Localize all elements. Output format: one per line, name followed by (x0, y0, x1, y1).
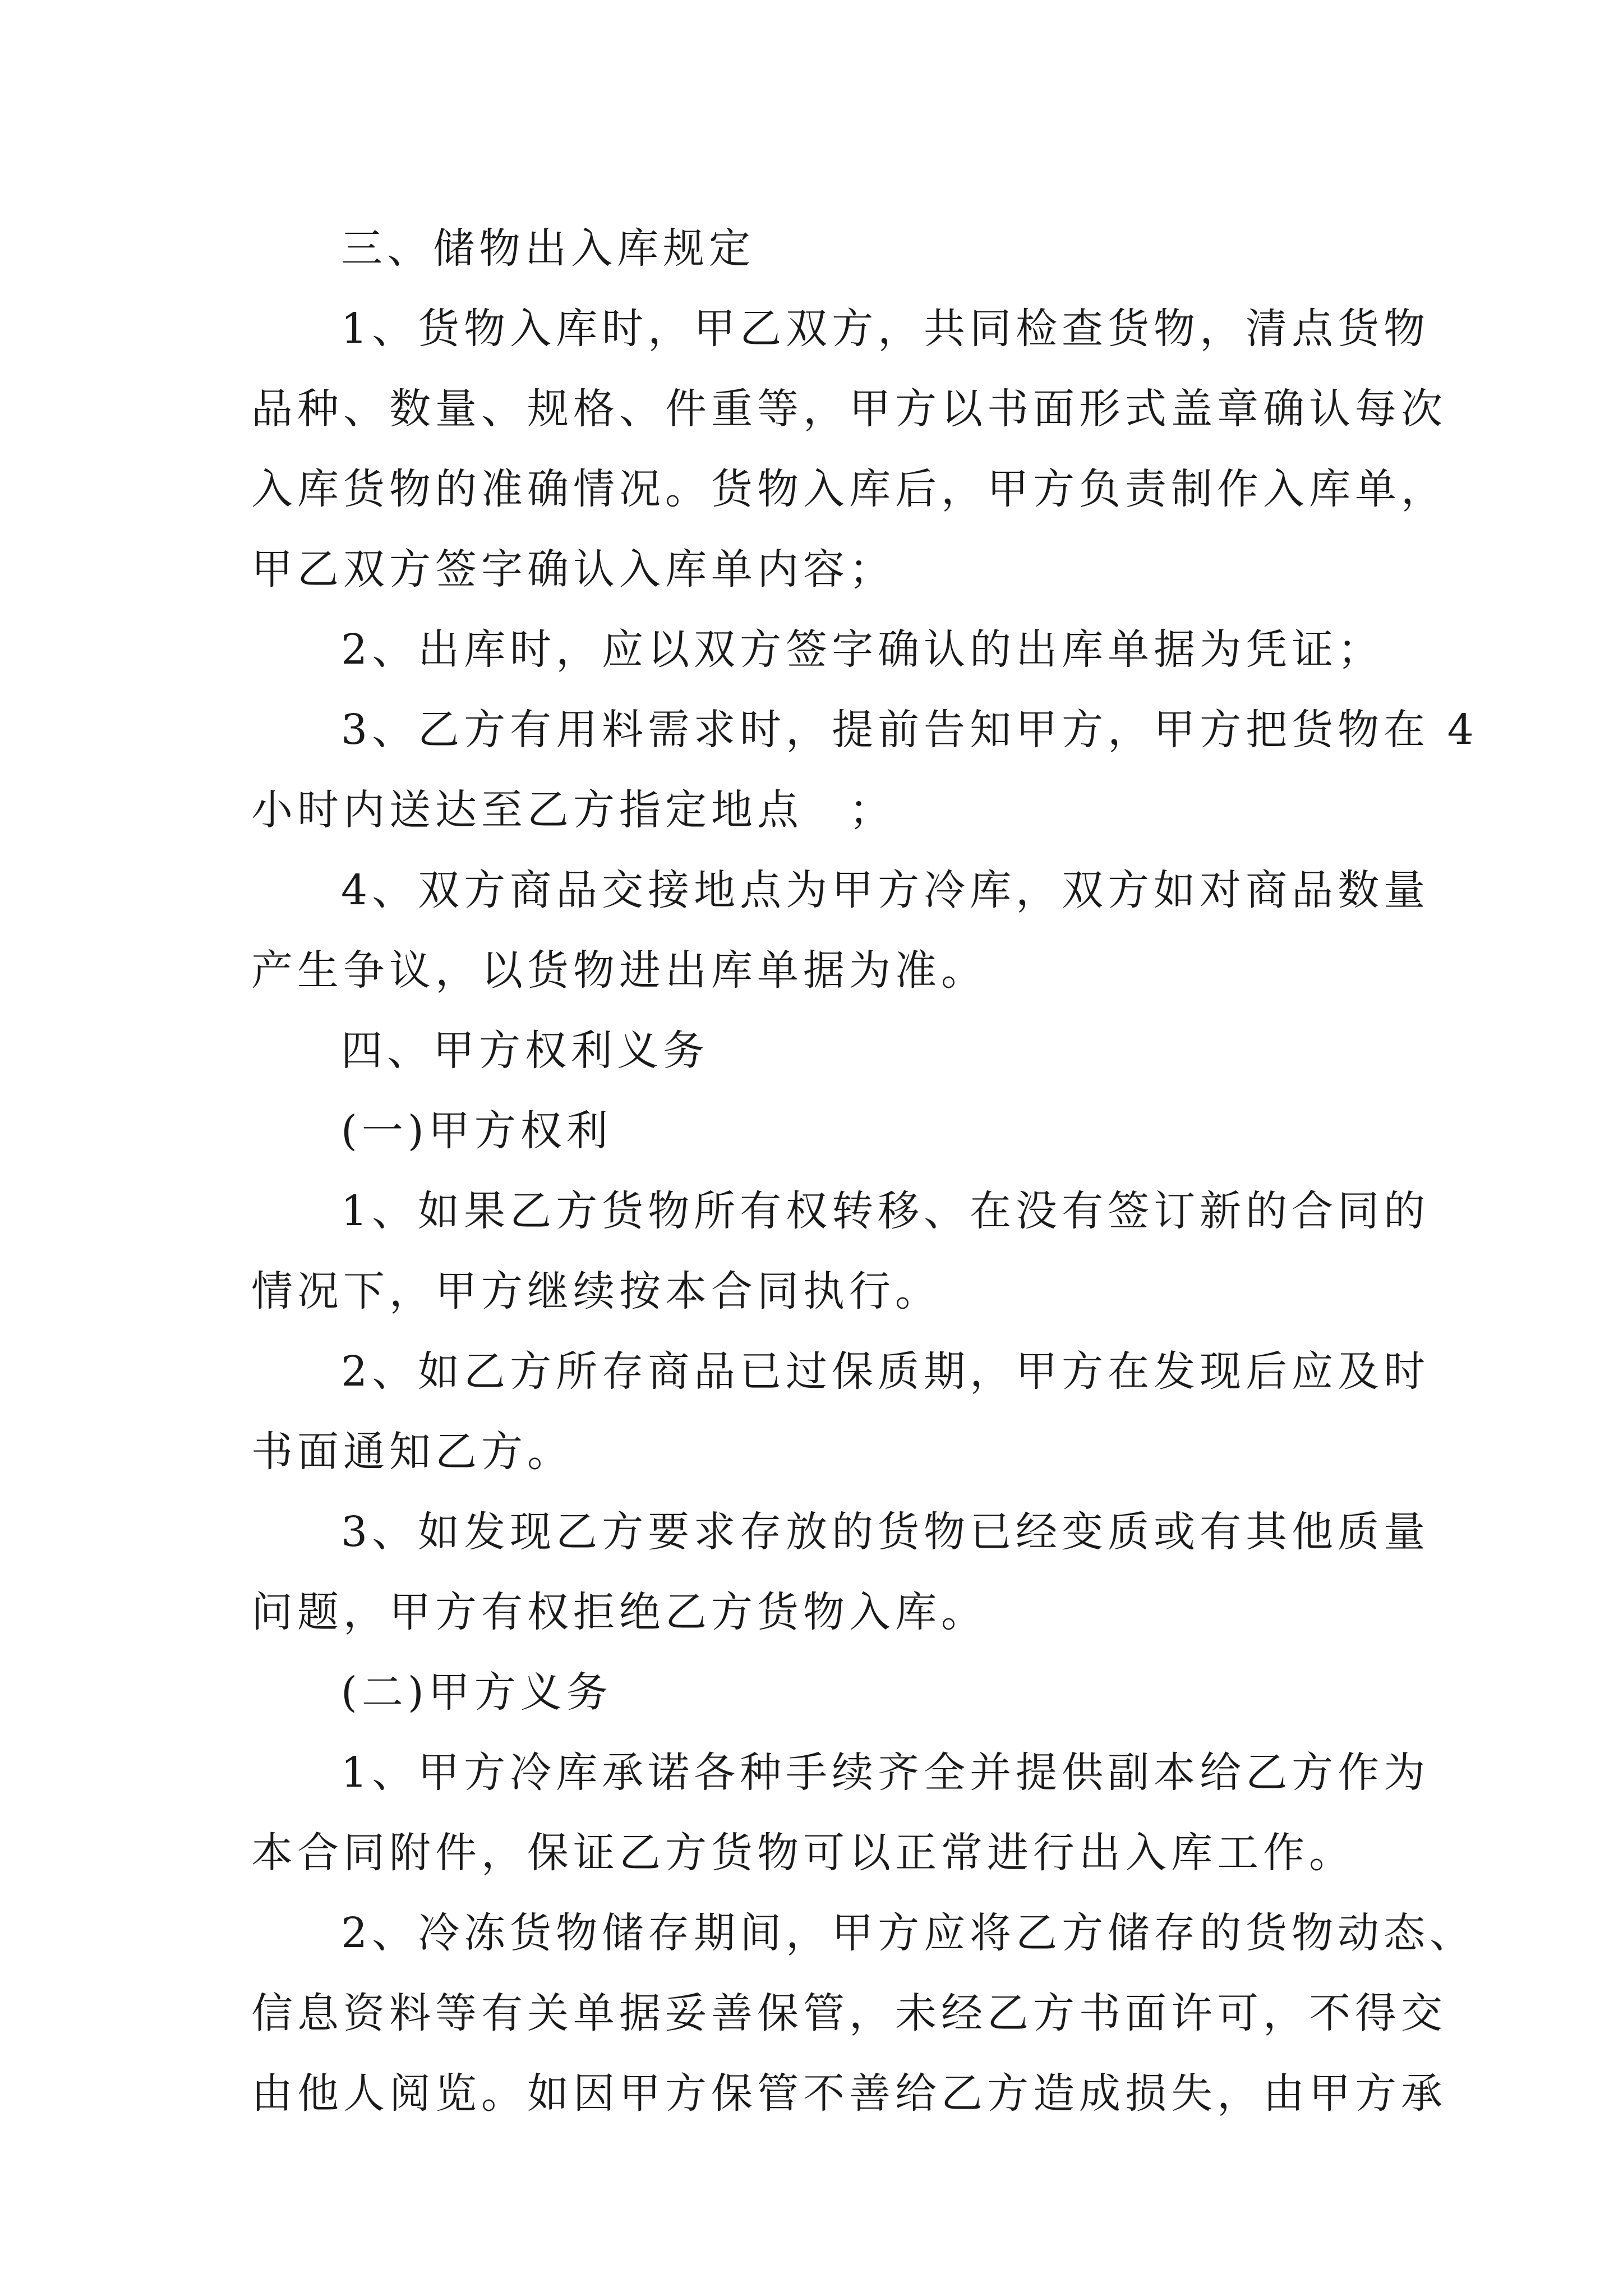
paragraph-line: 1、甲方冷库承诺各种手续齐全并提供副本给乙方作为 (341, 1749, 1430, 1797)
paragraph-line: 由他人阅览。如因甲方保管不善给乙方造成损失，由甲方承 (251, 2069, 1447, 2118)
paragraph-line: 品种、数量、规格、件重等，甲方以书面形式盖章确认每次 (251, 385, 1447, 433)
paragraph-line: 信息资料等有关单据妥善保管，未经乙方书面许可，不得交 (251, 1989, 1447, 2037)
paragraph-line: 3、乙方有用料需求时，提前告知甲方，甲方把货物在 4 (341, 706, 1478, 754)
paragraph-line: 2、如乙方所存商品已过保质期，甲方在发现后应及时 (341, 1347, 1430, 1396)
document-body (251, 209, 1478, 2134)
subsection-heading: (一)甲方权利 (341, 1107, 612, 1155)
paragraph-line: 入库货物的准确情况。货物入库后，甲方负责制作入库单， (251, 465, 1447, 513)
paragraph-line: 2、冷冻货物储存期间，甲方应将乙方储存的货物动态、 (341, 1909, 1476, 1957)
paragraph-line: 4、双方商品交接地点为甲方冷库，双方如对商品数量 (341, 866, 1430, 914)
paragraph-line: 1、如果乙方货物所有权转移、在没有签订新的合同的 (341, 1187, 1430, 1235)
paragraph-line: 本合同附件，保证乙方货物可以正常进行出入库工作。 (251, 1829, 1355, 1877)
paragraph-line: 小时内送达至乙方指定地点 ； (251, 786, 895, 834)
subsection-heading: (二)甲方义务 (341, 1668, 612, 1717)
paragraph-line: 产生争议，以货物进出库单据为准。 (251, 946, 987, 995)
paragraph-line: 2、出库时，应以双方签字确认的出库单据为凭证； (341, 625, 1384, 674)
paragraph-line: 甲乙双方签字确认入库单内容； (251, 545, 895, 593)
paragraph-line: 书面通知乙方。 (251, 1428, 573, 1476)
section-heading: 三、储物出入库规定 (341, 224, 755, 273)
paragraph-line: 问题，甲方有权拒绝乙方货物入库。 (251, 1588, 987, 1636)
section-heading: 四、甲方权利义务 (341, 1027, 709, 1075)
paragraph-line: 情况下，甲方继续按本合同执行。 (251, 1267, 941, 1315)
paragraph-line: 1、货物入库时，甲乙双方，共同检查货物，清点货物 (341, 305, 1430, 353)
paragraph-line: 3、如发现乙方要求存放的货物已经变质或有其他质量 (341, 1508, 1430, 1556)
